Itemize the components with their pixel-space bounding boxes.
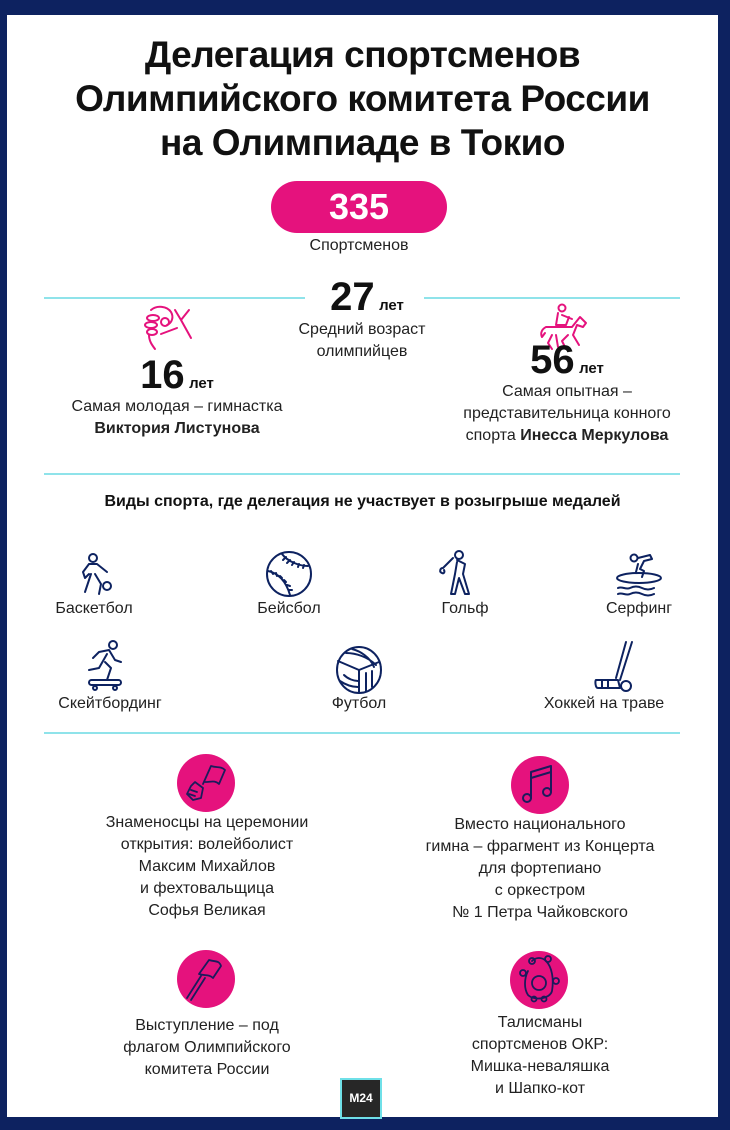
- divider: [44, 732, 680, 734]
- label-line: Средний возраст: [298, 321, 426, 338]
- sport-label: Серфинг: [605, 600, 673, 617]
- hand-flag-icon: [177, 754, 235, 812]
- page-title: [7, 33, 718, 165]
- description-text: спорта: [465, 427, 516, 444]
- sport-label: Скейтбординг: [58, 695, 162, 712]
- hockey-stick-icon: [592, 640, 636, 696]
- label-line: олимпийцев: [316, 343, 408, 360]
- youngest-age: [107, 353, 247, 398]
- flag-icon: [177, 950, 235, 1008]
- sport-label: Футбол: [331, 695, 387, 712]
- title-line: Делегация спортсменов: [144, 34, 581, 75]
- oldest-name: Инесса Меркулова: [520, 427, 669, 444]
- oldest-age: [512, 338, 622, 383]
- youngest-description: [32, 396, 322, 440]
- fact-line: № 1 Петра Чайковского: [452, 904, 628, 921]
- description-line: [417, 425, 717, 447]
- skateboarder-icon: [85, 640, 125, 692]
- fact-line: Вместо национального: [454, 816, 626, 833]
- average-age-value: [312, 275, 422, 320]
- fact-line: открытия: волейболист: [120, 836, 294, 853]
- fact-line: Мишка-неваляшка: [470, 1058, 610, 1075]
- fact-flag-bearers: [47, 812, 367, 922]
- oldest-age-number: 56: [530, 338, 575, 382]
- oldest-age-unit: лет: [579, 360, 604, 377]
- gymnast-icon: [139, 304, 199, 354]
- athlete-count-badge: 335: [271, 181, 447, 233]
- fact-line: и Шапко-кот: [494, 1080, 586, 1097]
- divider: [44, 297, 305, 299]
- youngest-age-unit: лет: [189, 375, 214, 392]
- fact-line: комитета России: [144, 1061, 270, 1078]
- description-line: Самая молодая – гимнастка: [71, 398, 283, 415]
- fact-line: флагом Олимпийского: [123, 1039, 291, 1056]
- fact-line: гимна – фрагмент из Концерта: [425, 838, 655, 855]
- average-age-label: [262, 319, 462, 363]
- mascot-icon: [510, 951, 568, 1009]
- fact-line: Выступление – под: [135, 1017, 279, 1034]
- golfer-icon: [437, 550, 477, 600]
- ball-icon: [334, 645, 384, 695]
- divider: [424, 297, 680, 299]
- baseball-icon: [264, 549, 314, 599]
- fact-line: и фехтовальщица: [139, 880, 274, 897]
- sport-label: Гольф: [441, 600, 489, 617]
- description-line: представительница конного: [463, 405, 671, 422]
- fact-line: для фортепиано: [478, 860, 602, 877]
- music-note-icon: [511, 756, 569, 814]
- title-line: Олимпийского комитета России: [75, 78, 650, 119]
- sports-heading: Виды спорта, где делегация не участвует в розыгрыше медалей: [104, 493, 621, 510]
- fact-olympic-flag: [47, 1015, 367, 1081]
- fact-line: Талисманы: [497, 1014, 583, 1031]
- divider: [44, 473, 680, 475]
- infographic-panel: [7, 15, 718, 1117]
- surfer-icon: [614, 552, 664, 600]
- description-line: Самая опытная –: [502, 383, 632, 400]
- sport-label: Хоккей на траве: [543, 695, 665, 712]
- average-age-number: 27: [330, 275, 375, 319]
- oldest-description: [417, 381, 717, 447]
- sport-label: Баскетбол: [55, 600, 133, 617]
- youngest-name: Виктория Листунова: [94, 420, 260, 437]
- m24-logo: M24: [340, 1078, 382, 1119]
- fact-anthem: [380, 814, 700, 924]
- fact-line: с оркестром: [494, 882, 586, 899]
- fact-line: спортсменов ОКР:: [471, 1036, 609, 1053]
- fact-line: Софья Великая: [148, 902, 266, 919]
- fact-line: Максим Михайлов: [138, 858, 276, 875]
- fact-line: Знаменосцы на церемонии: [105, 814, 309, 831]
- title-line: на Олимпиаде в Токио: [160, 122, 565, 163]
- average-age-unit: лет: [379, 297, 404, 314]
- youngest-age-number: 16: [140, 353, 185, 397]
- athlete-count-label: Спортсменов: [309, 237, 409, 254]
- basketball-player-icon: [77, 552, 117, 600]
- sport-label: Бейсбол: [257, 600, 321, 617]
- fact-mascots: [380, 1012, 700, 1100]
